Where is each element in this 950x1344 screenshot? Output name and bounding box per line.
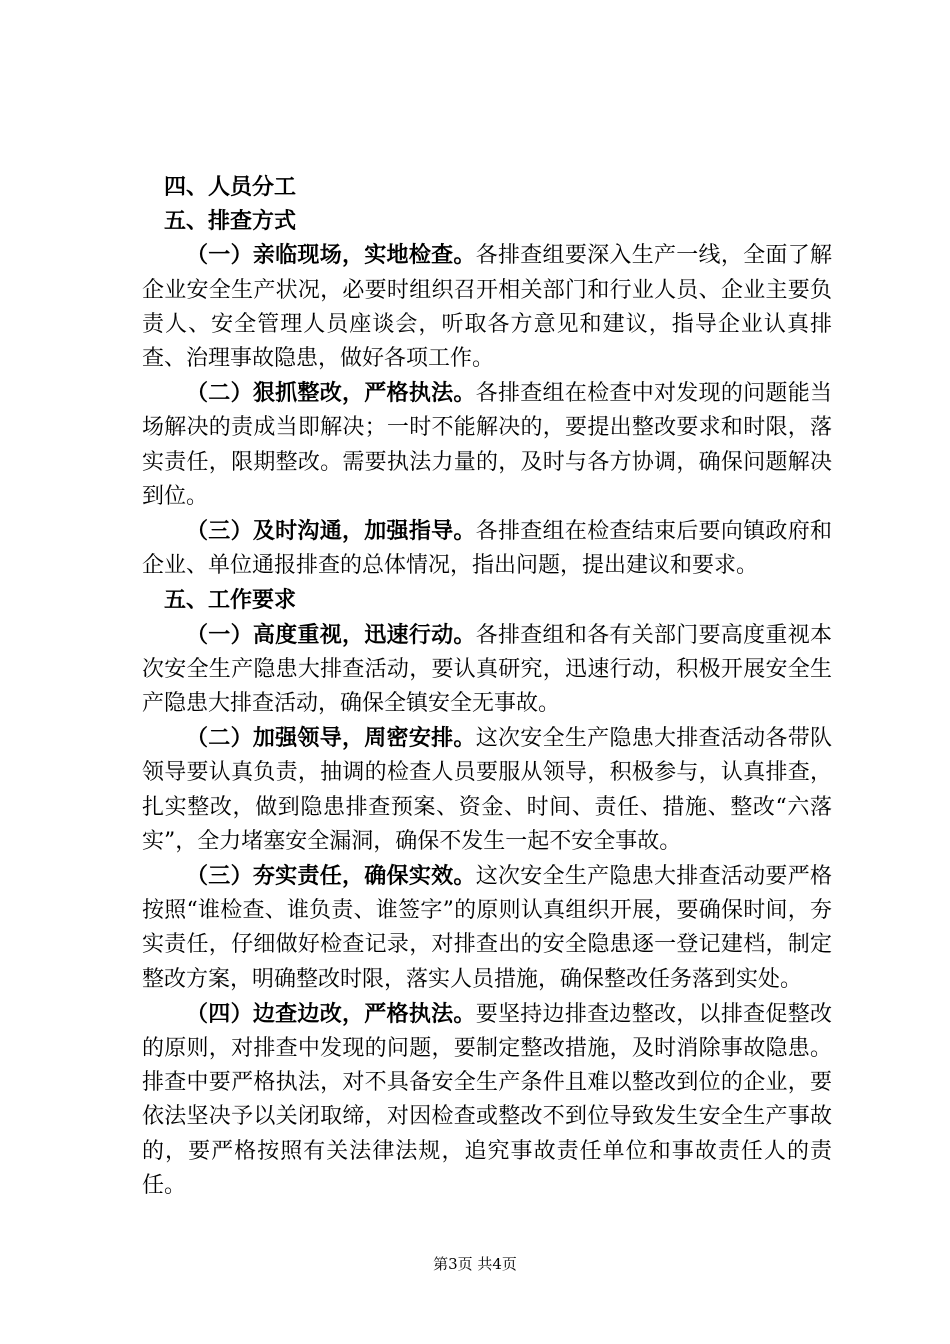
paragraph-6 [142,859,832,997]
paragraph-2 [142,376,832,514]
paragraph-3-text: 各排查组在检查结束后要向镇政府和企业、单位通报排查的总体情况，指出问题，提出建议和要求。 [142,519,832,579]
paragraph-3-lead: （三）及时沟通，加强指导。 [186,518,476,545]
paragraph-5-lead: （二）加强领导，周密安排。 [186,725,476,752]
paragraph-3 [142,514,832,583]
paragraph-1-lead: （一）亲临现场，实地检查。 [186,242,476,269]
paragraph-5-text: 这次安全生产隐患大排查活动各带队领导要认真负责，抽调的检查人员要服从领导，积极参与，认真排查，扎实整改，做到隐患排查预案、资金、时间、责任、措施、整改“六落实”，全力堵塞安全漏洞，确保不发生一起不安全事故。 [142,726,832,854]
paragraph-2-lead: （二）狠抓整改，严格执法。 [186,380,476,407]
section-heading-5-methods: 五、排查方式 [164,208,297,235]
paragraph-6-lead: （三）夯实责任，确保实效。 [186,863,476,890]
paragraph-1 [142,238,832,376]
paragraph-4 [142,618,832,722]
paragraph-2-text: 各排查组在检查中对发现的问题能当场解决的责成当即解决；一时不能解决的，要提出整改要求和时限，落实责任，限期整改。需要执法力量的，及时与各方协调，确保问题解决到位。 [142,381,832,509]
section-heading-4: 四、人员分工 [164,174,297,200]
paragraph-1-text: 各排查组要深入生产一线，全面了解企业安全生产状况，必要时组织召开相关部门和行业人员、企业主要负责人、安全管理人员座谈会，听取各方意见和建议，指导企业认真排查、治理事故隐患，做好各项工作。 [142,243,832,372]
document-body [142,170,832,1203]
paragraph-4-text: 各排查组和各有关部门要高度重视本次安全生产隐患大排查活动，要认真研究，迅速行动，积极开展安全生产隐患大排查活动，确保全镇安全无事故。 [142,622,832,717]
paragraph-5 [142,721,832,859]
section-heading-5-requirements: 五、工作要求 [164,587,297,614]
paragraph-7 [142,997,832,1203]
page-number-footer: 第3页 共4页 [433,1255,517,1273]
paragraph-7-lead: （四）边查边改，严格执法。 [186,1000,476,1027]
paragraph-7-text: 要坚持边排查边整改，以排查促整改的原则，对排查中发现的问题，要制定整改措施，及时消除事故隐患。排查中要严格执法，对不具备安全生产条件且难以整改到位的企业，要依法坚决予以关闭取缔，对因检查或整改不到位导致发生安全生产事故的，要严格按照有关法律法规，追究事故责任单位和事故责任人的责任。 [142,1001,832,1198]
paragraph-6-text: 这次安全生产隐患大排查活动要严格按照“谁检查、谁负责、谁签字”的原则认真组织开展，要确保时间，夯实责任，仔细做好检查记录，对排查出的安全隐患逐一登记建档，制定整改方案，明确整改时限，落实人员措施，确保整改任务落到实处。 [142,864,832,992]
paragraph-4-lead: （一）高度重视，迅速行动。 [186,621,476,648]
